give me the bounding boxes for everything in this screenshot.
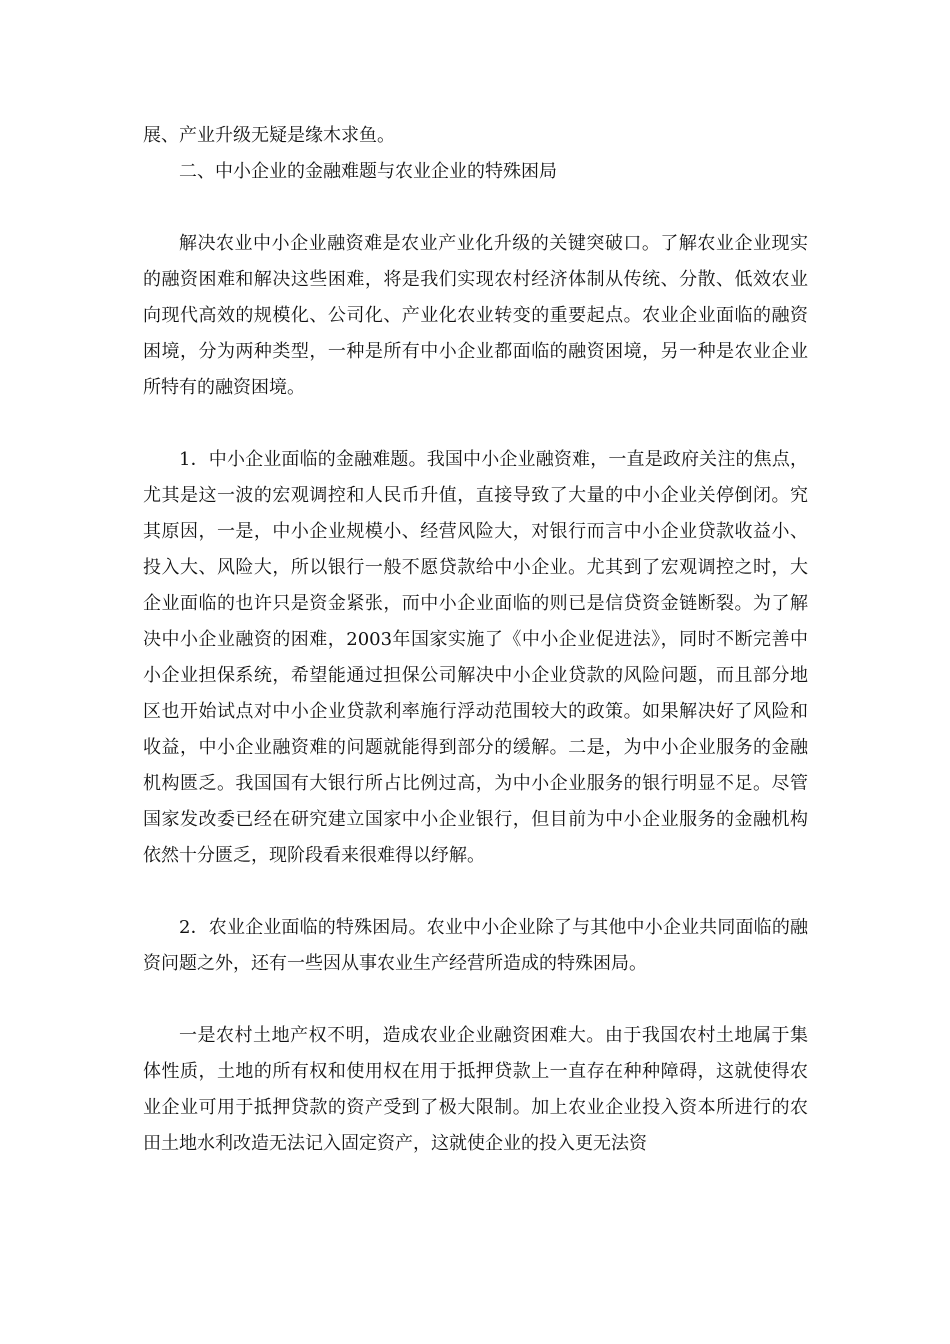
continuation-line: 展、产业升级无疑是缘木求鱼。 [143,125,395,146]
paragraph-intro: 解决农业中小企业融资难是农业产业化升级的关键突破口。了解农业企业现实的融资困难和解决这些困难，将是我们实现农村经济体制从传统、分散、低效农业向现代高效的规模化、公司化、产业化农业转变的重要起点。农业企业面临的融资困境，分为两种类型，一种是所有中小企业都面临的融资困境，另一种是农业企业所特有的融资困境。 [143,233,808,398]
document-page [143,118,808,1162]
paragraph-land-rights: 一是农村土地产权不明，造成农业企业融资困难大。由于我国农村土地属于集体性质，土地的所有权和使用权在用于抵押贷款上一直存在种种障碍，这就使得农业企业可用于抵押贷款的资产受到了极大限制。加上农业企业投入资本所进行的农田土地水利改造无法记入固定资产，这就使企业的投入更无法资 [143,1025,808,1154]
spacer [143,982,808,1018]
spacer [143,190,808,226]
paragraph-agri-dilemma: 2．农业企业面临的特殊困局。农业中小企业除了与其他中小企业共同面临的融资问题之外，还有一些因从事农业生产经营所造成的特殊困局。 [143,917,808,974]
paragraph-sme-finance: 1．中小企业面临的金融难题。我国中小企业融资难，一直是政府关注的焦点，尤其是这一波的宏观调控和人民币升值，直接导致了大量的中小企业关停倒闭。究其原因，一是，中小企业规模小、经营风险大，对银行而言中小企业贷款收益小、投入大、风险大，所以银行一般不愿贷款给中小企业。尤其到了宏观调控之时，大企业面临的也许只是资金紧张，而中小企业面临的则已是信贷资金链断裂。为了解决中小企业融资的困难，2003年国家实施了《中小企业促进法》，同时不断完善中小企业担保系统，希望能通过担保公司解决中小企业贷款的风险问题，而且部分地区也开始试点对中小企业贷款利率施行浮动范围较大的政策。如果解决好了风险和收益，中小企业融资难的问题就能得到部分的缓解。二是，为中小企业服务的金融机构匮乏。我国国有大银行所占比例过高，为中小企业服务的银行明显不足。尽管国家发改委已经在研究建立国家中小企业银行，但目前为中小企业服务的金融机构依然十分匮乏，现阶段看来很难得以纾解。 [143,449,808,866]
spacer [143,406,808,442]
spacer [143,874,808,910]
section-heading: 二、中小企业的金融难题与农业企业的特殊困局 [179,161,557,182]
